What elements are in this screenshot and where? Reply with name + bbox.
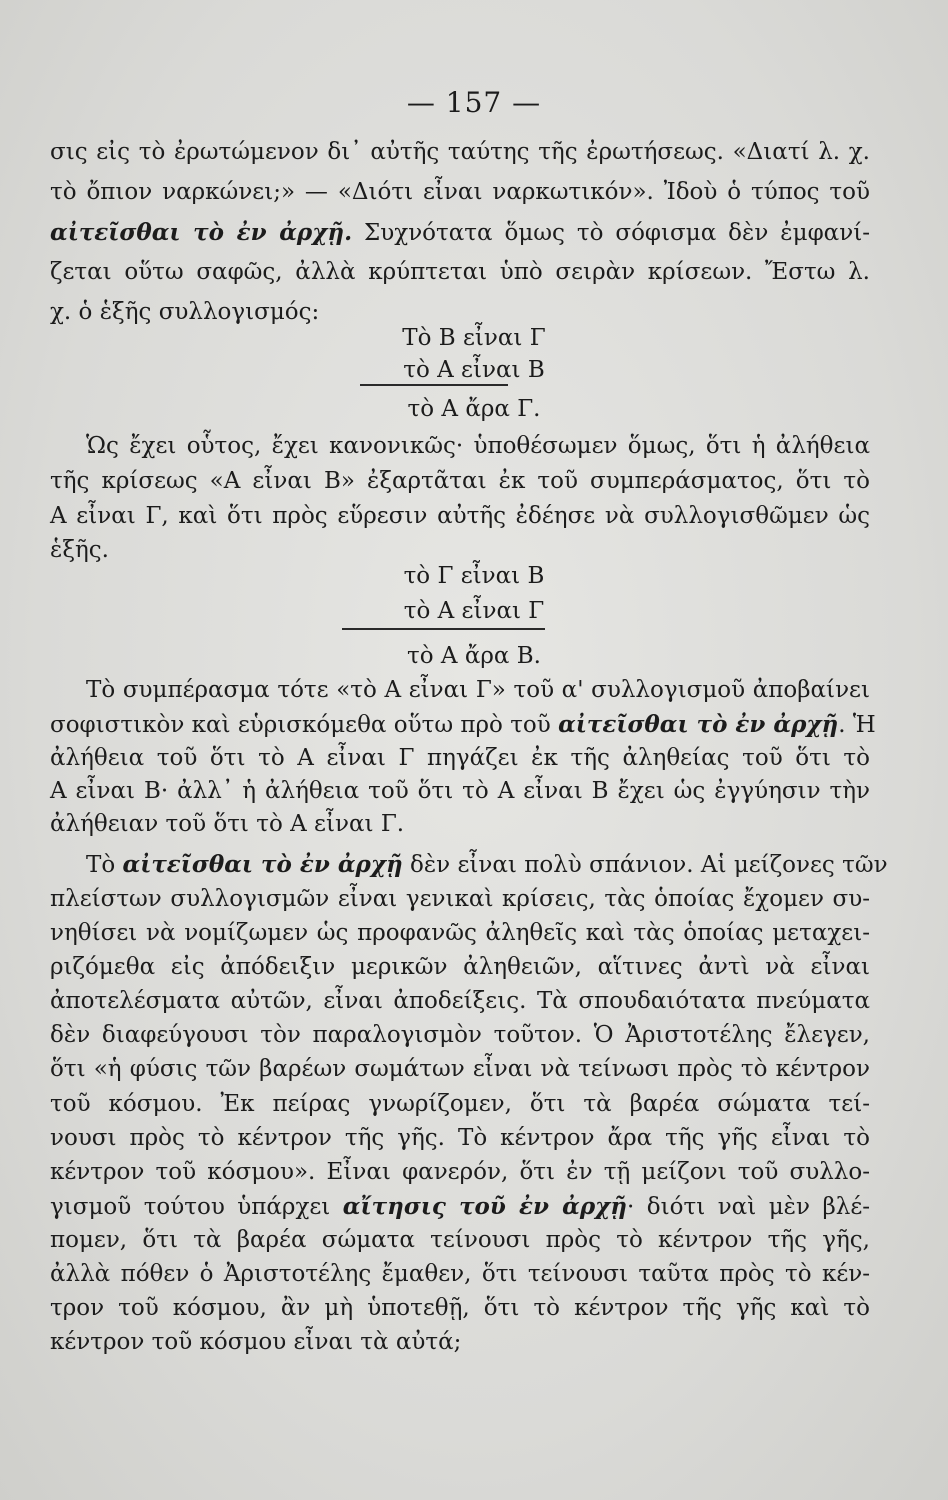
text-line: κέντρον τοῦ κόσμου». Εἶναι φανερόν, ὅτι ἐν τῇ μείζονι τοῦ συλλο- — [50, 1159, 870, 1185]
text-line: τοῦ κόσμου. Ἐκ πείρας γνωρίζομεν, ὅτι τὰ βαρέα σώματα τεί- — [50, 1091, 870, 1117]
syllogism-premise: τὸ Γ εἶναι Β — [403, 563, 545, 589]
emphasis-term: αἴτησις τοῦ ἐν ἀρχῇ — [342, 1193, 627, 1220]
text-line: Τὸ συμπέρασμα τότε «τὸ Α εἶναι Γ» τοῦ α' συλλογισμοῦ ἀποβαίνει — [86, 677, 870, 703]
page-number: — 157 — — [406, 86, 542, 119]
text-line: ἑξῆς. — [50, 537, 109, 563]
syllogism-rule — [360, 384, 508, 386]
text-line: τῆς κρίσεως «Α εἶναι Β» ἐξαρτᾶται ἐκ τοῦ συμπεράσματος, ὅτι τὸ — [50, 468, 870, 494]
syllogism-premise: Τὸ Β εἶναι Γ — [402, 325, 546, 351]
text-line: Ὡς ἔχει οὗτος, ἔχει κανονικῶς· ὑποθέσωμεν ὅμως, ὅτι ἡ ἀλήθεια — [86, 433, 870, 459]
emphasis-term: αἰτεῖσθαι τὸ ἐν ἀρχῇ — [122, 851, 403, 878]
syllogism-rule — [342, 628, 545, 630]
text-line: τὸ ὄπιον ναρκώνει;» — «Διότι εἶναι ναρκωτικόν». Ἰδοὺ ὁ τύπος τοῦ — [50, 179, 870, 205]
text-line: νηθίσει νὰ νομίζωμεν ὡς προφανῶς ἀληθεῖς καὶ τὰς ὁποίας μεταχει- — [50, 920, 870, 946]
text-line: τρον τοῦ κόσμου, ἂν μὴ ὑποτεθῇ, ὅτι τὸ κέντρον τῆς γῆς καὶ τὸ — [50, 1295, 870, 1321]
text-line: ἀλλὰ πόθεν ὁ Ἀριστοτέλης ἔμαθεν, ὅτι τείνουσι ταῦτα πρὸς τὸ κέν- — [50, 1261, 870, 1287]
text-line: αἰτεῖσθαι τὸ ἐν ἀρχῇ. Συχνότατα ὅμως τὸ σόφισμα δὲν ἐμφανί- — [50, 219, 870, 246]
syllogism-premise: τὸ Α εἶναι Γ — [403, 598, 545, 624]
text-line: νουσι πρὸς τὸ κέντρον τῆς γῆς. Τὸ κέντρον ἄρα τῆς γῆς εἶναι τὸ — [50, 1125, 870, 1151]
text-line: Α εἶναι Β· ἀλλ᾽ ἡ ἀλήθεια τοῦ ὅτι τὸ Α εἶναι Β ἔχει ὡς ἐγγύησιν τὴν — [50, 778, 870, 804]
text-line: ἀλήθεια τοῦ ὅτι τὸ Α εἶναι Γ πηγάζει ἐκ τῆς ἀληθείας τοῦ ὅτι τὸ — [50, 745, 870, 771]
syllogism-conclusion: τὸ Α ἄρα Γ. — [407, 396, 541, 422]
text-line: ριζόμεθα εἰς ἀπόδειξιν μερικῶν ἀληθειῶν, αἵτινες ἀντὶ νὰ εἶναι — [50, 954, 870, 980]
text-line: Τὸ αἰτεῖσθαι τὸ ἐν ἀρχῇ δὲν εἶναι πολὺ σπάνιον. Αἱ μείζονες τῶν — [86, 851, 888, 878]
emphasis-term: αἰτεῖσθαι τὸ ἐν ἀρχῇ. — [50, 219, 353, 246]
text-line: πλείστων συλλογισμῶν εἶναι γενικαὶ κρίσεις, τὰς ὁποίας ἔχομεν συ- — [50, 886, 870, 912]
text-line: ζεται οὕτω σαφῶς, ἀλλὰ κρύπτεται ὑπὸ σειρὰν κρίσεων. Ἔστω λ. — [50, 259, 870, 285]
text-line: χ. ὁ ἑξῆς συλλογισμός: — [50, 299, 320, 325]
emphasis-term: αἰτεῖσθαι τὸ ἐν ἀρχῇ — [558, 711, 839, 738]
syllogism-premise: τὸ Α εἶναι Β — [403, 357, 545, 383]
text-line: κέντρον τοῦ κόσμου εἶναι τὰ αὐτά; — [50, 1329, 462, 1355]
text-line: δὲν διαφεύγουσι τὸν παραλογισμὸν τοῦτον. Ὁ Ἀριστοτέλης ἔλεγεν, — [50, 1022, 870, 1048]
syllogism-conclusion: τὸ Α ἄρα Β. — [407, 643, 541, 669]
text-line: πομεν, ὅτι τὰ βαρέα σώματα τείνουσι πρὸς τὸ κέντρον τῆς γῆς, — [50, 1227, 870, 1253]
text-line: ἀποτελέσματα αὐτῶν, εἶναι ἀποδείξεις. Τὰ σπουδαιότατα πνεύματα — [50, 988, 870, 1014]
text-line: ἀλήθειαν τοῦ ὅτι τὸ Α εἶναι Γ. — [50, 811, 405, 837]
text-line: Α εἶναι Γ, καὶ ὅτι πρὸς εὕρεσιν αὐτῆς ἐδέησε νὰ συλλογισθῶμεν ὡς — [50, 503, 870, 529]
text-line: γισμοῦ τούτου ὑπάρχει αἴτησις τοῦ ἐν ἀρχῇ· διότι ναὶ μὲν βλέ- — [50, 1193, 871, 1220]
text-line: σις εἰς τὸ ἐρωτώμενον δι᾽ αὐτῆς ταύτης τῆς ἐρωτήσεως. «Διατί λ. χ. — [50, 139, 870, 165]
text-line: σοφιστικὸν καὶ εὑρισκόμεθα οὕτω πρὸ τοῦ αἰτεῖσθαι τὸ ἐν ἀρχῇ. Ἡ — [50, 711, 876, 738]
text-line: ὅτι «ἡ φύσις τῶν βαρέων σωμάτων εἶναι νὰ τείνωσι πρὸς τὸ κέντρον — [50, 1056, 870, 1082]
